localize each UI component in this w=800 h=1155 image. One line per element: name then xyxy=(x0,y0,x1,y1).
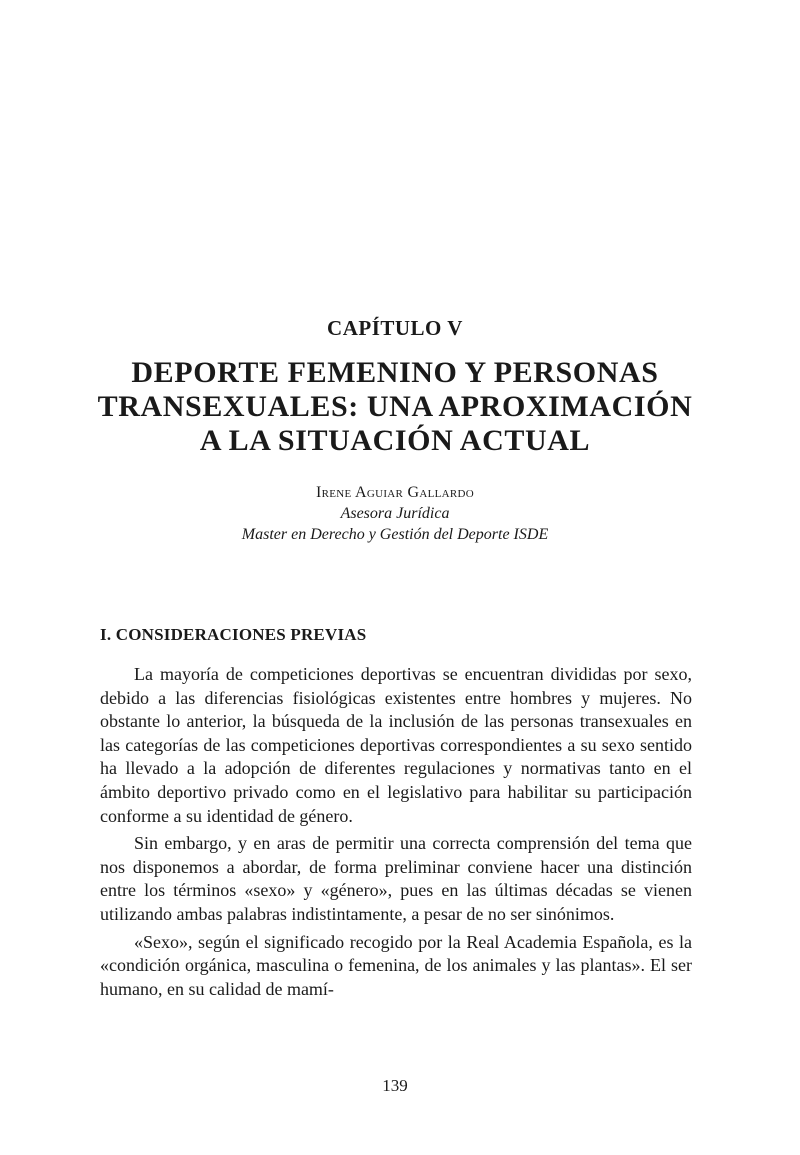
section-heading: I. CONSIDERACIONES PREVIAS xyxy=(100,625,367,644)
paragraph-3: «Sexo», según el significado recogido por la Real Academia Española, es la «condición orgánica, masculina o femenina, de los animales y las plantas». El ser humano, en su calidad de mamí- xyxy=(100,931,692,999)
paragraph-2: Sin embargo, y en aras de permitir una correcta comprensión del tema que nos disponemos a abordar, de forma preliminar conviene hacer una distinción entre los términos «sexo» y «género», pues en las últimas décadas se vienen utilizando ambas palabras indistintamente, a pesar de no ser sinónimos. xyxy=(100,833,692,924)
chapter-title-line-3: A LA SITUACIÓN ACTUAL xyxy=(199,424,591,457)
author-role: Asesora Jurídica xyxy=(340,505,450,522)
chapter-title-line-2: TRANSEXUALES: UNA APROXIMACIÓN xyxy=(97,390,693,423)
chapter-label: CAPÍTULO V xyxy=(327,316,463,340)
chapter-title-line-1: DEPORTE FEMENINO Y PERSONAS xyxy=(131,356,659,389)
author-name: Irene Aguiar Gallardo xyxy=(316,484,474,501)
paragraph-1: La mayoría de competiciones deportivas se encuentran divididas por sexo, debido a las diferencias fisiológicas existentes entre hombres y mujeres. No obstante lo anterior, la búsqueda de la inclusión de las personas transexuales en las categorías de las competiciones deportivas correspondientes a su sexo sentido ha llevado a la adopción de diferentes regulaciones y normativas tanto en el ámbito deportivo privado como en el legislativo para habilitar su participación conforme a su identidad de género. xyxy=(100,664,692,826)
author-block xyxy=(0,482,790,545)
author-degree: Master en Derecho y Gestión del Deporte ISDE xyxy=(241,526,549,543)
body-text xyxy=(100,663,692,1005)
chapter-title xyxy=(80,356,710,458)
page-number: 139 xyxy=(382,1076,408,1095)
